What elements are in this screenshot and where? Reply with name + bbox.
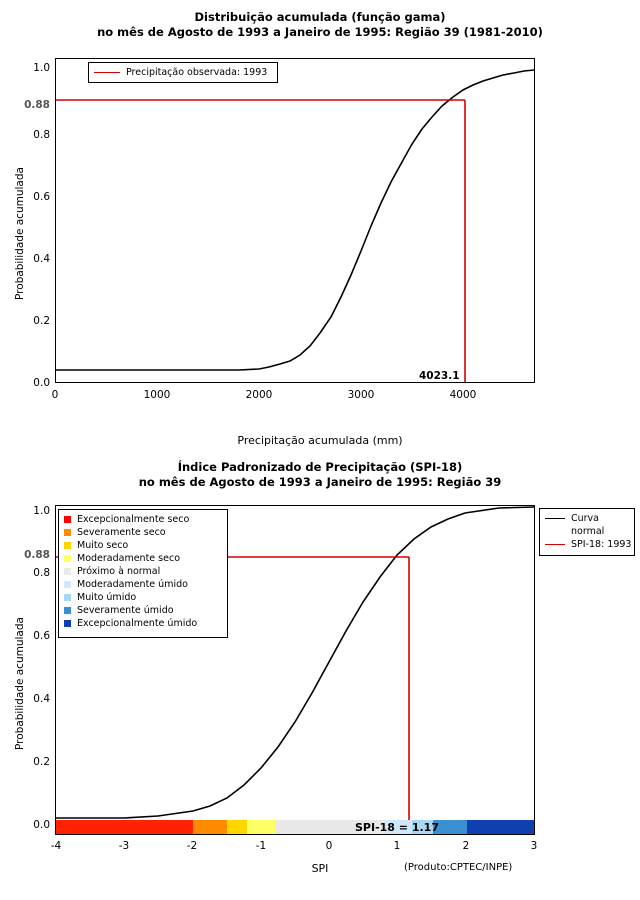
- spi-category-band: [56, 820, 534, 834]
- bottom-ytick-0: 0.0: [33, 819, 50, 831]
- bottom-xtick-2: -2: [186, 840, 198, 852]
- color-swatch-icon: [64, 542, 71, 549]
- band-excepcionalmente-seco: [56, 820, 193, 834]
- band-excepcionalmente-umido: [467, 820, 534, 834]
- top-chart-title-line2: no mês de Agosto de 1993 a Janeiro de 1995: Região 39 (1981-2010): [97, 25, 543, 39]
- color-swatch-icon: [64, 607, 71, 614]
- bottom-highlight-prob-label: 0.88: [24, 549, 50, 561]
- bottom-xtick-5: 1: [393, 840, 401, 852]
- bottom-ytick-2: 0.4: [33, 693, 50, 705]
- legend-item-label: SPI-18: 1993: [571, 538, 632, 550]
- legend-item-curva-normal: [545, 512, 629, 525]
- top-xtick-4: 4000: [449, 389, 477, 401]
- top-ytick-5: 1.0: [33, 62, 50, 74]
- bottom-x-axis-label: SPI: [311, 862, 329, 875]
- legend-item-label: Muito seco: [77, 539, 129, 551]
- legend-item-muito-seco: [64, 539, 222, 552]
- color-swatch-icon: [64, 568, 71, 575]
- color-swatch-icon: [64, 516, 71, 523]
- top-observed-value-annotation: 4023.1: [419, 370, 460, 382]
- top-ytick-0: 0.0: [33, 377, 50, 389]
- top-plot-area: [55, 58, 535, 383]
- legend-item-precip-observada: [94, 66, 272, 79]
- spi-class-legend: [58, 509, 228, 638]
- legend-item-moderadamente-umido: [64, 578, 222, 591]
- top-chart-title: [0, 10, 640, 40]
- bottom-xtick-0: -4: [50, 840, 62, 852]
- top-highlight-prob-label: 0.88: [24, 99, 50, 111]
- top-xtick-2: 2000: [245, 389, 273, 401]
- bottom-chart-title-line2: no mês de Agosto de 1993 a Janeiro de 1995: Região 39: [138, 475, 502, 489]
- legend-item-moderadamente-seco: [64, 552, 222, 565]
- top-xtick-0: 0: [51, 389, 59, 401]
- color-swatch-icon: [64, 581, 71, 588]
- top-ytick-4: 0.8: [33, 129, 50, 141]
- legend-item-severamente-umido: [64, 604, 222, 617]
- top-xtick-3: 3000: [347, 389, 375, 401]
- legend-item-label: Muito úmido: [77, 591, 137, 603]
- legend-item-muito-umido: [64, 591, 222, 604]
- bottom-ytick-3: 0.6: [33, 630, 50, 642]
- legend-item-label: Próximo à normal: [77, 565, 161, 577]
- bottom-xtick-1: -3: [118, 840, 130, 852]
- bottom-y-axis-label: Probabilidade acumulada: [14, 617, 26, 750]
- color-swatch-icon: [64, 555, 71, 562]
- legend-item-label: Precipitação observada: 1993: [126, 66, 268, 78]
- legend-item-curva-normal-line2: [545, 525, 629, 538]
- legend-item-label: Moderadamente seco: [77, 552, 181, 564]
- band-severamente-seco: [193, 820, 227, 834]
- legend-item-severamente-seco: [64, 526, 222, 539]
- top-plot-svg: [56, 59, 534, 382]
- legend-item-label: Excepcionalmente seco: [77, 513, 190, 525]
- produto-credit: (Produto:CPTEC/INPE): [404, 862, 513, 873]
- bottom-chart-title-line1: Índice Padronizado de Precipitação (SPI-18): [177, 460, 463, 474]
- bottom-xtick-6: 2: [462, 840, 470, 852]
- bottom-xtick-4: 0: [325, 840, 333, 852]
- top-legend: [88, 62, 278, 83]
- legend-item-excepcionalmente-seco: [64, 513, 222, 526]
- legend-item-proximo-a-normal: [64, 565, 222, 578]
- legend-item-label: Moderadamente úmido: [77, 578, 188, 590]
- spi-value-annotation: SPI-18 = 1.17: [355, 821, 439, 834]
- legend-item-label: Severamente úmido: [77, 604, 174, 616]
- color-swatch-icon: [64, 529, 71, 536]
- bottom-ytick-1: 0.2: [33, 756, 50, 768]
- bottom-ytick-4: 0.8: [33, 567, 50, 579]
- legend-line-icon: [545, 518, 565, 519]
- legend-line-icon: [94, 72, 120, 73]
- top-xtick-1: 1000: [143, 389, 171, 401]
- top-ytick-1: 0.2: [33, 315, 50, 327]
- legend-item-label: Excepcionalmente úmido: [77, 617, 198, 629]
- legend-item-spi-1993: [545, 538, 632, 551]
- legend-item-label: Curva: [571, 512, 600, 524]
- bottom-ytick-5: 1.0: [33, 505, 50, 517]
- color-swatch-icon: [64, 620, 71, 627]
- legend-item-label: normal: [571, 525, 605, 537]
- bottom-xtick-3: -1: [255, 840, 267, 852]
- legend-item-excepcionalmente-umido: [64, 617, 222, 630]
- band-muito-seco: [227, 820, 247, 834]
- spi-chart-panel: [0, 450, 640, 900]
- color-swatch-icon: [64, 594, 71, 601]
- top-y-axis-label: Probabilidade acumulada: [14, 167, 26, 300]
- legend-item-label: Severamente seco: [77, 526, 166, 538]
- gamma-cdf-curve: [56, 70, 534, 370]
- top-ytick-3: 0.6: [33, 191, 50, 203]
- top-chart-title-line1: Distribuição acumulada (função gama): [194, 10, 446, 24]
- curve-legend: [539, 508, 635, 556]
- top-ytick-2: 0.4: [33, 253, 50, 265]
- top-x-axis-label: Precipitação acumulada (mm): [237, 434, 403, 447]
- legend-line-icon: [545, 544, 565, 545]
- bottom-chart-title: [0, 460, 640, 490]
- band-moderadamente-seco: [247, 820, 275, 834]
- bottom-xtick-7: 3: [530, 840, 538, 852]
